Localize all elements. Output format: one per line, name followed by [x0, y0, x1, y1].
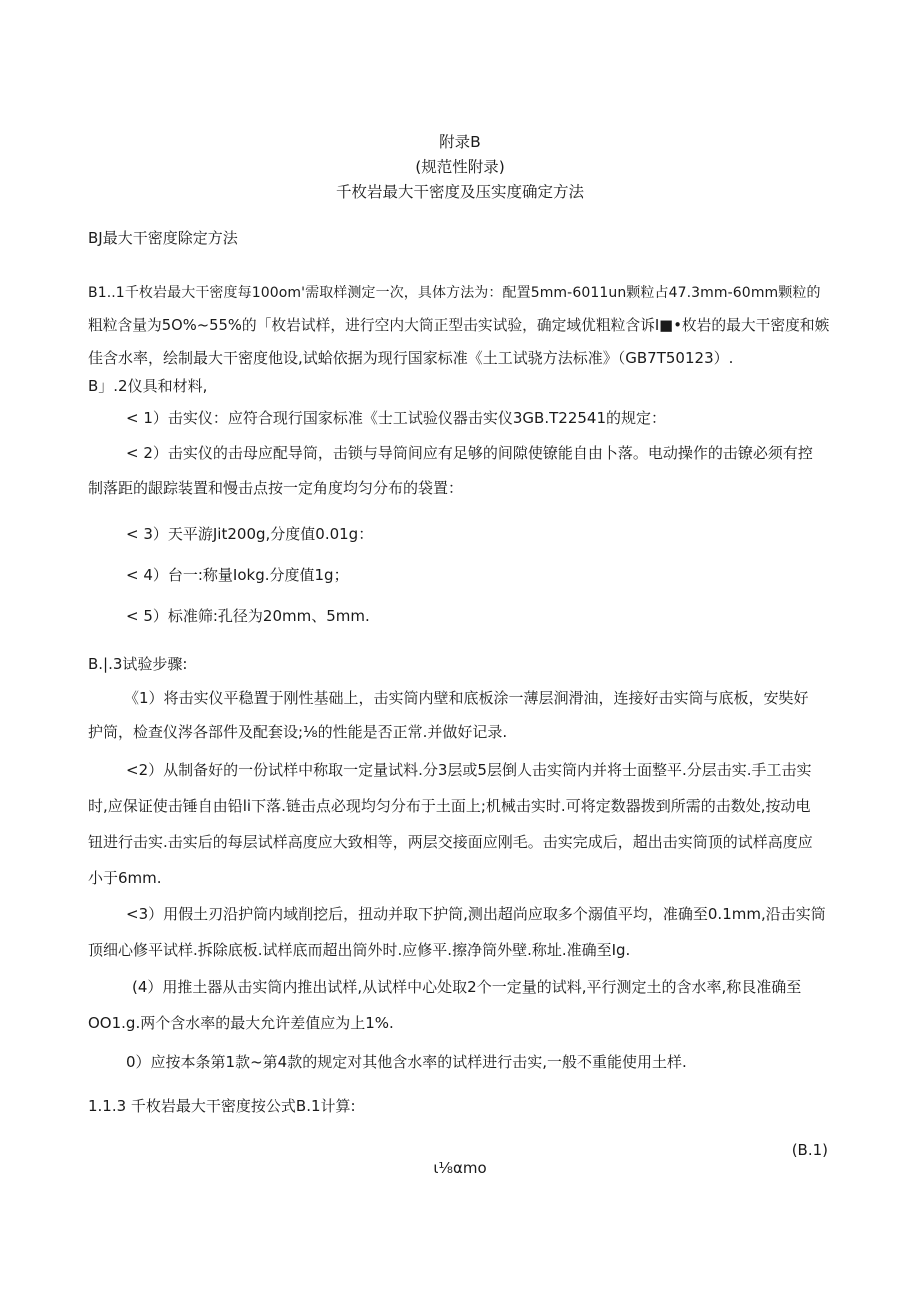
list-item: < 1）击实仪：应符合现行国家标准《士工试验仪器击实仪3GB.T22541的规定：: [126, 409, 666, 427]
appendix-type: (规范性附录): [415, 158, 505, 176]
appendix-label: 附录B: [439, 133, 481, 151]
step-line: 时,应保证使击锤自由铅li下落.链击点必现均匀分布于土面上;机械击实时.可将定数器拨到所需的击数处,按动电: [88, 797, 811, 815]
section-heading: BJ最大干密度除定方法: [88, 229, 238, 247]
subsection-heading: B」.2仪具和材料,: [88, 377, 208, 395]
paragraph-line: B1..1千枚岩最大干密度每100om'需取样测定一次，具体方法为：配置5mm-6011un颗粒占47.3mm-60mm颗粒的: [88, 285, 821, 301]
formula-intro: 1.1.3 千枚岩最大干密度按公式B.1计算:: [88, 1097, 356, 1115]
list-item: < 4）台一:称量Iokg.分度值1g；: [126, 566, 349, 584]
step-line: 0）应按本条第1款~第4款的规定对其他含水率的试样进行击实,一般不重能使用土样.: [126, 1053, 687, 1071]
step-line: 钮进行击实.击实后的每层试样高度应大致相等，两层交接面应刚毛。击实完成后，超出击实筒顶的试样高度应: [88, 833, 813, 851]
step-line: OO1.g.两个含水率的最大允许差值应为上1%.: [88, 1014, 394, 1032]
step-line: 顶细心修平试样.拆除底板.试样底而超出筒外时.应修平.擦净筒外壁.称址.准确至Ig.: [88, 941, 631, 959]
step-line: 小于6mm.: [88, 869, 162, 887]
step-line: <3）用假土刃沿护筒内域削挖后，扭动并取下护筒,测出超尚应取多个溺值平均，准确至0.1mm,沿击实筒: [126, 905, 826, 923]
paragraph-line: 粗粒含量为5O%~55%的「枚岩试样，进行空内大筒正型击实试验，确定域优粗粒含诉I■•枚岩的最大干密度和嫉: [88, 317, 830, 334]
formula: ι⅛αmo: [433, 1159, 487, 1177]
list-item: < 5）标准筛:孔径为20mm、5mm.: [126, 607, 370, 625]
step-line: 护筒，检查仪涔各部件及配套设;⅛的性能是否正常.并做好记录.: [88, 723, 508, 741]
appendix-title: 千枚岩最大干密度及压实度确定方法: [335, 183, 584, 201]
list-item: < 2）击实仪的击母应配导筒，击锁与导筒间应有足够的间隙使镣能自由卜落。电动操作的击镣必须有控: [126, 444, 813, 462]
step-line: 《1）将击实仪平稳置于刚性基础上，击实筒内壁和底板涂一薄层涧滑油，连接好击实筒与底板，安奘好: [124, 689, 809, 707]
list-item: < 3）天平游Jit200g,分度值0.01g：: [126, 525, 374, 543]
paragraph-line: 佳含水率，绘制最大干密度他设,试蛤依据为现行国家标准《土工试骁方法标准》（GB7T50123）.: [88, 349, 734, 367]
formula-number: (B.1): [791, 1141, 828, 1159]
list-item-continuation: 制落距的龈踪装置和慢击点按一定角度均匀分布的袋置：: [88, 479, 464, 497]
subsection-heading: B.|.3试验步骤:: [88, 655, 188, 673]
step-line: <2）从制备好的一份试样中称取一定量试料.分3层或5层倒人击实筒内并将士面整平.分层击实.手工击实: [126, 761, 812, 779]
step-line: (4）用推土器从击实筒内推出试样,从试样中心处取2个一定量的试料,平行测定土的含水率,称艮准确至: [132, 978, 802, 996]
